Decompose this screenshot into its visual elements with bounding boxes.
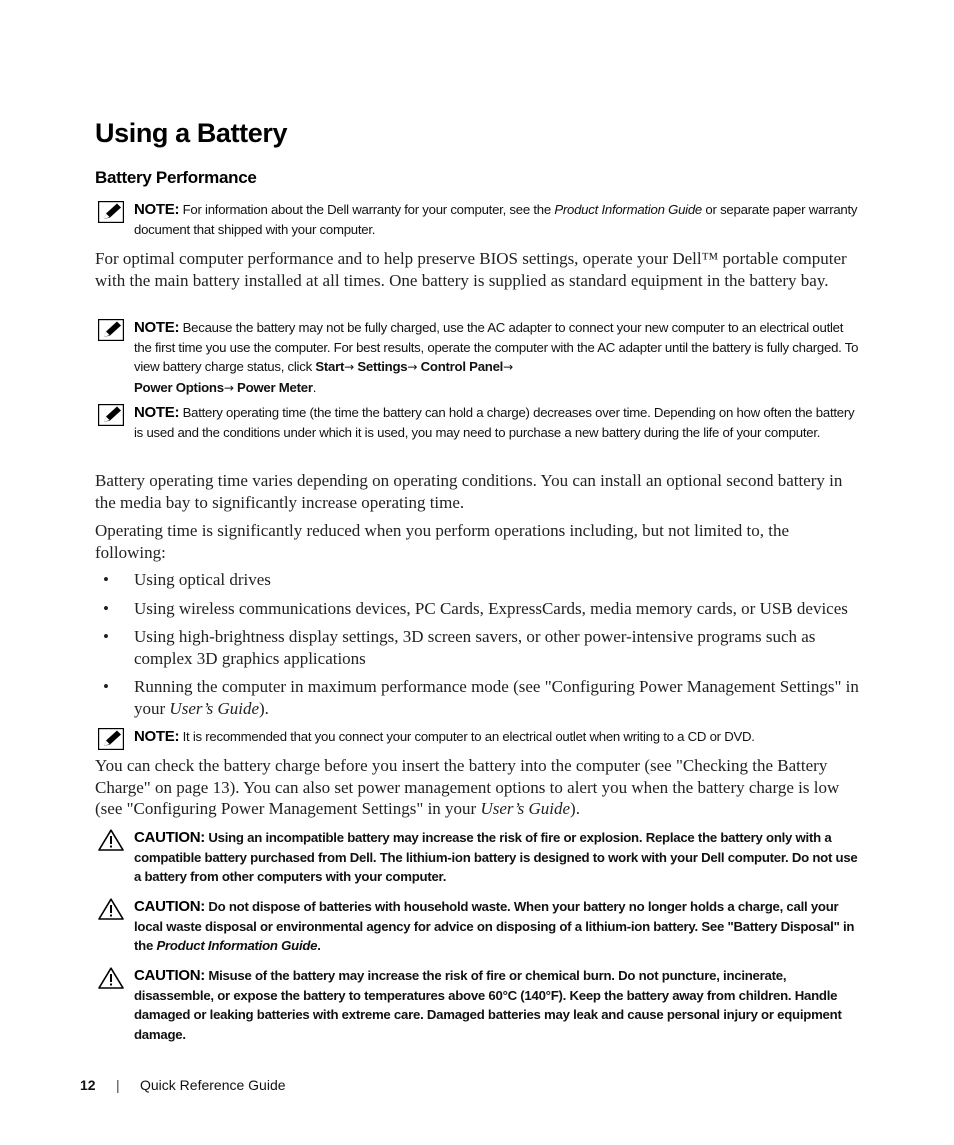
caution-disposal: CAUTION: Do not dispose of batteries with household waste. When your battery no longer holds a charge, call your local waste disposal or environmental agency for advice on disposing of a lithium-ion battery. See "Battery Disposal" in the Product Information Guide. [95, 897, 860, 956]
note-label: NOTE: [134, 201, 180, 218]
note-label: NOTE: [134, 404, 180, 421]
product-information-guide-ref: Product Information Guide [554, 202, 703, 217]
list-item: • Using wireless communications devices, PC Cards, ExpressCards, media memory cards, or USB devices [103, 599, 848, 618]
page-title: Using a Battery [95, 118, 288, 148]
footer-guide-name: Quick Reference Guide [140, 1077, 286, 1093]
caution-label: CAUTION: [134, 898, 205, 915]
menu-path-control-panel: Control Panel [420, 359, 504, 374]
note-pencil-icon [98, 728, 124, 750]
paragraph-reduced-time: Operating time is significantly reduced when you perform operations including, but not limited to, the following: [95, 521, 790, 562]
caution-misuse: CAUTION: Misuse of the battery may increase the risk of fire or chemical burn. Do not puncture, incinerate, disassemble, or expose the battery to temperatures above 60°C (140°F). Keep the battery away from children. Handle damaged or leaking batteries with extreme care. Damaged batteries may leak and cause personal injury or equipment damage. [95, 966, 860, 1044]
bullet-icon: • [103, 627, 109, 646]
arrow-icon: → [407, 360, 418, 374]
bullet-icon: • [103, 570, 109, 589]
list-item: • Using optical drives [103, 570, 271, 589]
users-guide-ref: User’s Guide [169, 698, 259, 718]
arrow-icon: → [503, 360, 513, 374]
caution-triangle-icon [98, 967, 124, 989]
note-label: NOTE: [134, 319, 180, 336]
caution-label: CAUTION: [134, 967, 205, 984]
arrow-icon: → [344, 360, 354, 374]
paragraph-operating-time: Battery operating time varies depending on operating conditions. You can install an optional second battery in the media bay to significantly increase operating time. [95, 471, 843, 512]
menu-path-settings: Settings [357, 359, 408, 374]
list-item: • Running the computer in maximum performance mode (see "Configuring Power Management Settings" in your User’s Guide). [103, 677, 859, 718]
paragraph-optimal-performance: For optimal computer performance and to help preserve BIOS settings, operate your Dell™ portable computer with the main battery installed at all times. One battery is supplied as standard equipment in the battery bay. [95, 249, 847, 290]
product-information-guide-ref: Product Information Guide [156, 938, 318, 953]
note-pencil-icon [98, 319, 124, 341]
footer-separator: | [116, 1077, 120, 1093]
section-title: Battery Performance [95, 168, 257, 187]
note-pencil-icon [98, 404, 124, 426]
bullet-icon: • [103, 677, 109, 696]
bullet-icon: • [103, 599, 109, 618]
caution-triangle-icon [98, 829, 124, 851]
page-number: 12 [80, 1077, 96, 1093]
caution-triangle-icon [98, 898, 124, 920]
note-label: NOTE: [134, 728, 180, 745]
note-charge: NOTE: Because the battery may not be fully charged, use the AC adapter to connect your new computer to an electrical outlet the first time you use the computer. For best results, operate the computer with the AC adapter until the battery is fully charged. To view battery charge status, click Start→ Settings→ Control Panel→ Power Options→ Power Meter. [95, 318, 860, 398]
note-operating-time: NOTE: Battery operating time (the time the battery can hold a charge) decreases over time. Depending on how often the battery is used and the conditions under which it is used, you may need to purchase a new battery during the life of your computer. [95, 403, 860, 442]
note-pencil-icon [98, 201, 124, 223]
menu-path-power-options: Power Options [134, 379, 224, 395]
note-warranty: NOTE: For information about the Dell warranty for your computer, see the Product Information Guide or separate paper warranty document that shipped with your computer. [95, 200, 860, 239]
note-cd-dvd: NOTE: It is recommended that you connect your computer to an electrical outlet when writing to a CD or DVD. [95, 727, 860, 747]
users-guide-ref: User’s Guide [480, 799, 571, 818]
menu-path-start: Start [315, 359, 345, 374]
menu-path-power-meter: Power Meter [237, 379, 313, 395]
paragraph-check-charge: You can check the battery charge before you insert the battery into the computer (see "Checking the Battery Charge" on page 13). You can also set power management options to alert you when the battery charge is low (see "Configuring Power Management Settings" in your User’s Guide). [95, 756, 840, 818]
caution-incompatible-battery: CAUTION: Using an incompatible battery may increase the risk of fire or explosion. Replace the battery only with a compatible battery purchased from Dell. The lithium-ion battery is designed to work with your Dell computer. Do not use a battery from other computers with your computer. [95, 828, 860, 887]
arrow-icon: → [223, 380, 234, 395]
caution-label: CAUTION: [134, 829, 205, 846]
list-item: • Using high-brightness display settings, 3D screen savers, or other power-intensive programs such as complex 3D graphics applications [103, 627, 816, 668]
